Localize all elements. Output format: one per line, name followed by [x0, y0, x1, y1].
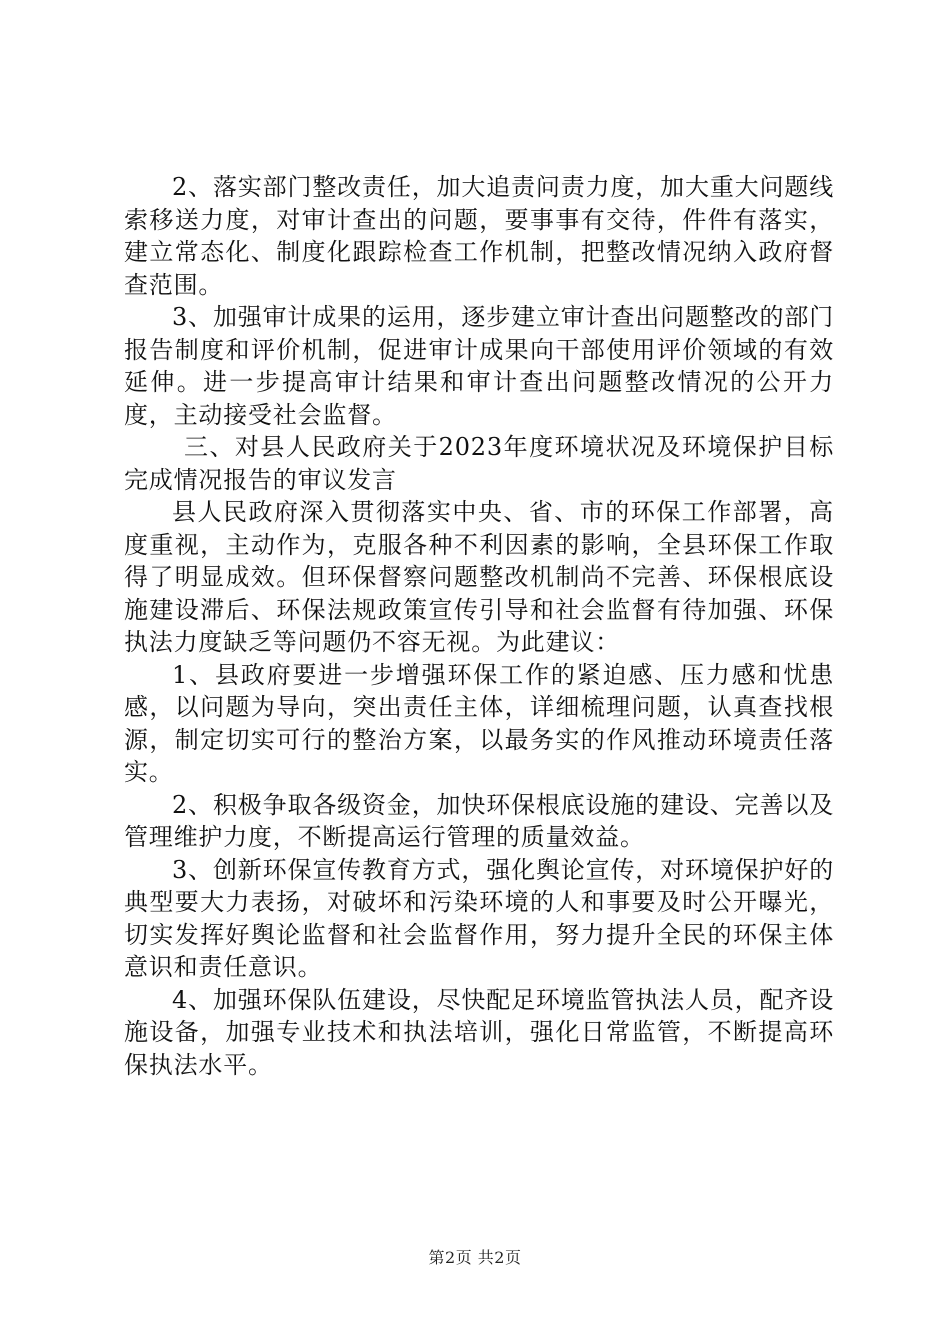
paragraph-rectification-responsibility: 2、落实部门整改责任，加大追责问责力度，加大重大问题线索移送力度，对审计查出的问题，要事事有交待，件件有落实，建立常态化、制度化跟踪检查工作机制，把整改情况纳入政府督查范围。	[124, 173, 834, 299]
paragraph-suggestion-1: 1、县政府要进一步增强环保工作的紧迫感、压力感和忧患感，以问题为导向，突出责任主体，详细梳理问题，认真查找根源，制定切实可行的整治方案，以最务实的作风推动环境责任落实。	[124, 660, 834, 786]
paragraph-suggestion-4: 4、加强环保队伍建设，尽快配足环境监管执法人员，配齐设施设备，加强专业技术和执法培训，强化日常监管，不断提高环保执法水平。	[124, 985, 834, 1079]
paragraph-suggestion-3: 3、创新环保宣传教育方式，强化舆论宣传，对环境保护好的典型要大力表扬，对破坏和污染环境的人和事要及时公开曝光，切实发挥好舆论监督和社会监督作用，努力提升全民的环保主体意识和责任意识。	[124, 855, 834, 981]
page-number-footer: 第2页 共2页	[428, 1248, 522, 1267]
paragraph-environment-overview: 县人民政府深入贯彻落实中央、省、市的环保工作部署，高度重视，主动作为，克服各种不利因素的影响，全县环保工作取得了明显成效。但环保督察问题整改机制尚不完善、环保根底设施建设滞后、环保法规政策宣传引导和社会监督有待加强、环保执法力度缺乏等问题仍不容无视。为此建议：	[124, 498, 834, 656]
paragraph-suggestion-2: 2、积极争取各级资金，加快环保根底设施的建设、完善以及管理维护力度，不断提高运行管理的质量效益。	[124, 790, 834, 851]
document-body	[124, 171, 834, 1081]
section-heading-environment: 三、对县人民政府关于2023年度环境状况及环境保护目标完成情况报告的审议发言	[124, 433, 834, 494]
paragraph-audit-results-use: 3、加强审计成果的运用，逐步建立审计查出问题整改的部门报告制度和评价机制，促进审计成果向干部使用评价领域的有效延伸。进一步提高审计结果和审计查出问题整改情况的公开力度，主动接受社会监督。	[124, 303, 834, 429]
